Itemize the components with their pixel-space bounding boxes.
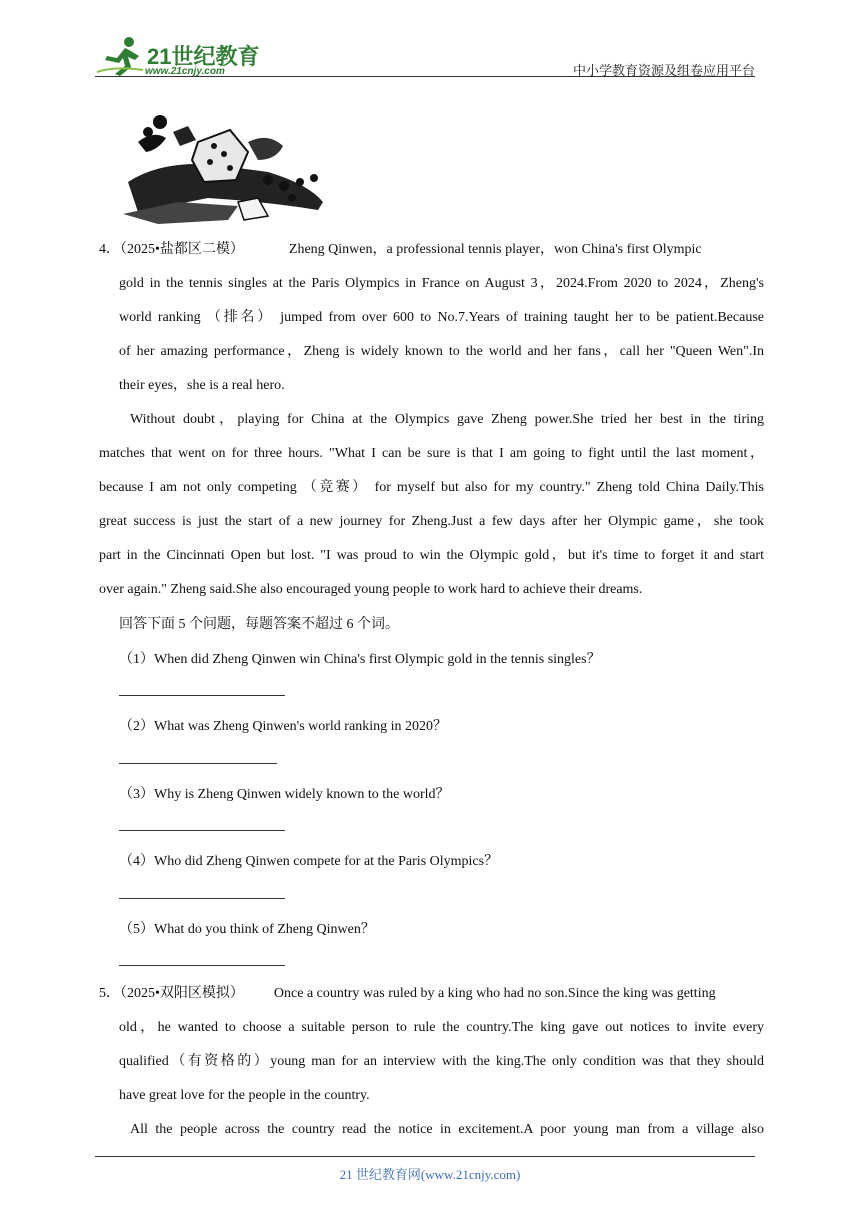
answer-blank-1[interactable]	[119, 695, 285, 696]
q4-passage	[99, 233, 764, 607]
passage-line: great success is just the start of a new journey for Zheng.Just a few days after her Olympic game，she took	[99, 514, 764, 529]
question-3: （3）Why is Zheng Qinwen widely known to the world？	[119, 787, 450, 802]
question-4: （4）Who did Zheng Qinwen compete for at the Paris Olympics？	[119, 854, 499, 869]
logo-text: 21世纪教育	[147, 44, 260, 69]
q4-first-line	[99, 233, 764, 267]
passage-line: qualified（有资格的）young man for an interview with the king.The only condition was that they should	[119, 1054, 764, 1069]
passage-line: All the people across the country read the notice in excitement.A poor young man from a village also	[130, 1122, 764, 1137]
passage-line: because I am not only competing （竞赛） for myself but also for my country." Zheng told China Daily.This	[99, 480, 764, 495]
header-platform-name: 中小学教育资源及组卷应用平台	[572, 63, 755, 78]
game-pieces-illustration	[118, 102, 328, 226]
question-1: （1）When did Zheng Qinwen win China's first Olympic gold in the tennis singles？	[119, 652, 601, 667]
passage-line: Without doubt，playing for China at the Olympics gave Zheng power.She tried her best in the tiring	[130, 412, 764, 427]
answer-blank-5[interactable]	[119, 965, 285, 966]
answer-blank-4[interactable]	[119, 898, 285, 899]
header-divider	[95, 76, 755, 77]
passage-line: Zheng Qinwen，a professional tennis player，won China's first Olympic	[288, 242, 702, 257]
q5-passage	[99, 977, 764, 1147]
q4-number: 4．	[99, 242, 120, 257]
page-header	[95, 30, 755, 78]
answer-blank-3[interactable]	[119, 830, 285, 831]
question-2: （2）What was Zheng Qinwen's world ranking in 2020？	[119, 719, 447, 734]
question-5: （5）What do you think of Zheng Qinwen？	[119, 922, 375, 937]
passage-line: gold in the tennis singles at the Paris Olympics in France on August 3，2024.From 2020 to 2024，Zheng's	[119, 276, 764, 291]
q4-source: （2025•盐都区二模）	[120, 242, 244, 257]
passage-line: world ranking （排名） jumped from over 600 to No.7.Years of training taught her to be patient.Because	[119, 310, 764, 325]
q5-number: 5．	[99, 986, 120, 1001]
answer-blank-2[interactable]	[119, 763, 277, 764]
q5-source: （2025•双阳区模拟）	[120, 986, 244, 1001]
passage-line: matches that went on for three hours. "What I can be sure is that I am going to fight until the last moment，	[99, 446, 764, 461]
footer-site-link[interactable]: 21 世纪教育网(www.21cnjy.com)	[339, 1167, 521, 1182]
passage-line: their eyes，she is a real hero.	[119, 378, 285, 393]
passage-line: Once a country was ruled by a king who had no son.Since the king was getting	[273, 986, 716, 1001]
q5-first-line	[99, 977, 764, 1011]
passage-line: old，he wanted to choose a suitable person to rule the country.The king gave out notices to invite every	[119, 1020, 764, 1035]
passage-line: of her amazing performance，Zheng is widely known to the world and her fans，call her "Queen Wen".In	[119, 344, 764, 359]
q4-instruction: 回答下面 5 个问题，每题答案不超过 6 个词。	[119, 617, 399, 632]
site-logo	[95, 36, 265, 78]
passage-line: have great love for the people in the country.	[119, 1088, 370, 1103]
footer-divider	[95, 1156, 755, 1157]
logo-url: www.21cnjy.com	[145, 66, 225, 77]
runner-logo-icon	[95, 36, 145, 76]
passage-line: part in the Cincinnati Open but lost. "I was proud to win the Olympic gold，but it's time to forget it and start	[99, 548, 764, 563]
passage-line: over again." Zheng said.She also encouraged young people to work hard to achieve their dreams.	[99, 582, 643, 597]
